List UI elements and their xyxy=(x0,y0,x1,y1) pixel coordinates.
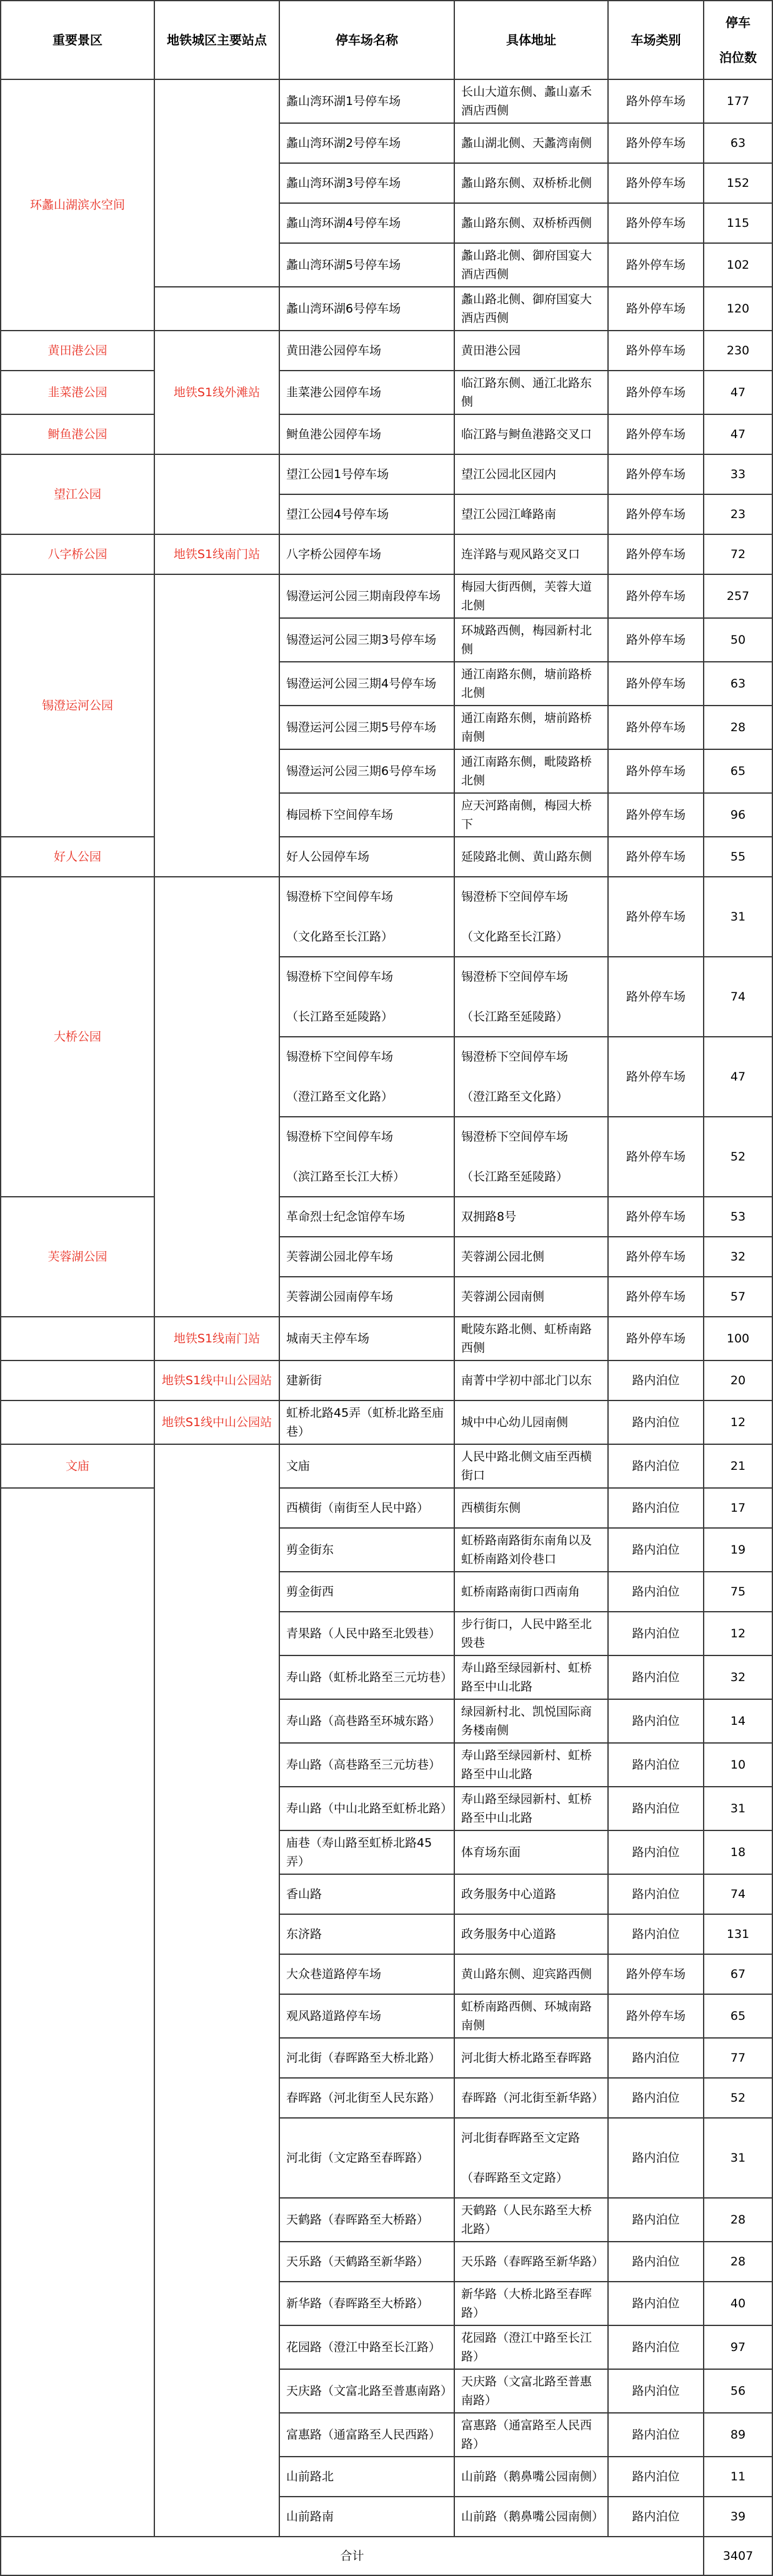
lot-type-cell: 路外停车场 xyxy=(608,1037,704,1117)
lot-name-cell: 城南天主停车场 xyxy=(279,1317,454,1360)
lot-type-cell: 路外停车场 xyxy=(608,1117,704,1197)
address-cell: 双拥路8号 xyxy=(454,1197,608,1237)
address-cell-line1: 锡澄桥下空间停车场 xyxy=(461,1130,569,1144)
lot-name-cell: 文庙 xyxy=(279,1444,454,1488)
space-count-cell: 28 xyxy=(704,2198,772,2242)
address-cell: 长山大道东侧、蠡山嘉禾酒店西侧 xyxy=(454,79,608,123)
scenic-spot-cell: 好人公园 xyxy=(1,837,154,877)
scenic-spot-cell: 文庙 xyxy=(1,1444,154,1488)
space-count-cell: 89 xyxy=(704,2413,772,2457)
scenic-spot-cell: 锡澄运河公园 xyxy=(1,574,154,837)
space-count-cell: 40 xyxy=(704,2282,772,2325)
address-cell: 蠡山湖北侧、天蠡湾南侧 xyxy=(454,123,608,163)
space-count-cell: 12 xyxy=(704,1400,772,1444)
space-count-cell: 28 xyxy=(704,706,772,749)
address-cell: 芙蓉湖公园北侧 xyxy=(454,1237,608,1277)
address-cell: 步行街口，人民中路至北毁巷 xyxy=(454,1612,608,1655)
scenic-spot-cell: 韭菜港公园 xyxy=(1,371,154,414)
address-cell: 蠡山路东侧、双桥桥北侧 xyxy=(454,163,608,203)
address-cell: 应天河路南侧，梅园大桥下 xyxy=(454,793,608,837)
lot-name-cell-line2: （长江路至延陵路） xyxy=(286,1010,394,1024)
space-count-cell: 47 xyxy=(704,1037,772,1117)
space-count-cell: 75 xyxy=(704,1572,772,1612)
space-count-cell: 52 xyxy=(704,1117,772,1197)
lot-name-cell-line1: 锡澄桥下空间停车场 xyxy=(286,970,394,984)
lot-type-cell: 路外停车场 xyxy=(608,331,704,371)
table-row xyxy=(1,454,772,494)
lot-type-cell: 路内泊位 xyxy=(608,2497,704,2537)
lot-name-cell: 蠡山湾环湖2号停车场 xyxy=(279,123,454,163)
table-row xyxy=(1,1197,772,1237)
space-count-cell: 65 xyxy=(704,749,772,793)
lot-name-cell: 山前路北 xyxy=(279,2457,454,2497)
lot-name-cell-line2: （文化路至长江路） xyxy=(286,930,394,944)
space-count-cell: 131 xyxy=(704,1914,772,1954)
space-count-cell: 23 xyxy=(704,494,772,534)
address-cell-line1: 锡澄桥下空间停车场 xyxy=(461,1050,569,1064)
address-cell: 望江公园江峰路南 xyxy=(454,494,608,534)
address-cell-line1: 锡澄桥下空间停车场 xyxy=(461,970,569,984)
metro-station-cell: 地铁S1线外滩站 xyxy=(154,331,279,454)
header-count-line1: 停车 xyxy=(726,15,751,30)
space-count-cell: 47 xyxy=(704,371,772,414)
lot-name-cell: 蠡山湾环湖1号停车场 xyxy=(279,79,454,123)
space-count-cell: 100 xyxy=(704,1317,772,1360)
address-cell: 天庆路（文富北路至普惠南路） xyxy=(454,2369,608,2413)
lot-name-cell: 庙巷（寿山路至虹桥北路45弄） xyxy=(279,1830,454,1874)
metro-station-cell xyxy=(154,454,279,534)
address-cell xyxy=(454,957,608,1037)
header-count xyxy=(704,1,772,79)
lot-type-cell: 路外停车场 xyxy=(608,454,704,494)
lot-name-cell: 好人公园停车场 xyxy=(279,837,454,877)
lot-name-cell: 寿山路（虹桥北路至三元坊巷） xyxy=(279,1655,454,1699)
table-row xyxy=(1,877,772,957)
scenic-spot-cell: 芙蓉湖公园 xyxy=(1,1197,154,1317)
lot-type-cell: 路内泊位 xyxy=(608,2282,704,2325)
lot-type-cell: 路内泊位 xyxy=(608,2118,704,2198)
table-row xyxy=(1,1444,772,1488)
address-cell: 毗陵东路北侧、虹桥南路西侧 xyxy=(454,1317,608,1360)
space-count-cell: 56 xyxy=(704,2369,772,2413)
address-cell-line2: （春晖路至文定路） xyxy=(461,2171,569,2185)
lot-type-cell: 路外停车场 xyxy=(608,1994,704,2038)
lot-name-cell: 芙蓉湖公园南停车场 xyxy=(279,1277,454,1317)
address-cell: 通江南路东侧，塘前路桥北侧 xyxy=(454,662,608,706)
space-count-cell: 39 xyxy=(704,2497,772,2537)
lot-type-cell: 路外停车场 xyxy=(608,203,704,243)
lot-name-cell: 春晖路（河北街至人民东路） xyxy=(279,2078,454,2118)
metro-station-cell xyxy=(154,877,279,1317)
lot-type-cell: 路外停车场 xyxy=(608,163,704,203)
lot-name-cell: 观风路道路停车场 xyxy=(279,1994,454,2038)
space-count-cell: 97 xyxy=(704,2325,772,2369)
lot-type-cell: 路内泊位 xyxy=(608,2242,704,2282)
address-cell: 黄田港公园 xyxy=(454,331,608,371)
lot-name-cell: 锡澄运河公园三期5号停车场 xyxy=(279,706,454,749)
lot-name-cell: 芙蓉湖公园北停车场 xyxy=(279,1237,454,1277)
lot-type-cell: 路内泊位 xyxy=(608,1612,704,1655)
lot-type-cell: 路内泊位 xyxy=(608,2413,704,2457)
space-count-cell: 19 xyxy=(704,1528,772,1572)
address-cell: 新华路（大桥北路至春晖路） xyxy=(454,2282,608,2325)
address-cell xyxy=(454,2118,608,2198)
lot-name-cell: 八字桥公园停车场 xyxy=(279,534,454,574)
lot-name-cell: 梅园桥下空间停车场 xyxy=(279,793,454,837)
total-value: 3407 xyxy=(704,2537,772,2575)
address-cell: 富惠路（通富路至人民西路） xyxy=(454,2413,608,2457)
address-cell: 寿山路至绿园新村、虹桥路至中山北路 xyxy=(454,1655,608,1699)
lot-name-cell: 香山路 xyxy=(279,1874,454,1914)
lot-type-cell: 路内泊位 xyxy=(608,1874,704,1914)
header-name: 停车场名称 xyxy=(279,1,454,79)
scenic-spot-cell: 环蠡山湖滨水空间 xyxy=(1,79,154,331)
lot-type-cell: 路内泊位 xyxy=(608,2078,704,2118)
space-count-cell: 14 xyxy=(704,1699,772,1743)
lot-name-cell xyxy=(279,957,454,1037)
lot-name-cell: 富惠路（通富路至人民西路） xyxy=(279,2413,454,2457)
lot-type-cell: 路外停车场 xyxy=(608,371,704,414)
address-cell-line1: 锡澄桥下空间停车场 xyxy=(461,890,569,904)
address-cell-line2: （澄江路至文化路） xyxy=(461,1090,569,1104)
header-spot: 重要景区 xyxy=(1,1,154,79)
metro-station-cell: 地铁S1线中山公园站 xyxy=(154,1400,279,1444)
lot-name-cell-line2: （滨江路至长江大桥） xyxy=(286,1170,406,1184)
lot-name-cell: 望江公园1号停车场 xyxy=(279,454,454,494)
space-count-cell: 96 xyxy=(704,793,772,837)
lot-type-cell: 路外停车场 xyxy=(608,793,704,837)
address-cell xyxy=(454,877,608,957)
scenic-spot-cell: 望江公园 xyxy=(1,454,154,534)
table-row xyxy=(1,1317,772,1360)
lot-type-cell: 路外停车场 xyxy=(608,123,704,163)
space-count-cell: 20 xyxy=(704,1360,772,1400)
metro-station-cell: 地铁S1线南门站 xyxy=(154,1317,279,1360)
lot-name-cell: 青果路（人民中路至北毁巷） xyxy=(279,1612,454,1655)
lot-type-cell: 路内泊位 xyxy=(608,2369,704,2413)
space-count-cell: 52 xyxy=(704,2078,772,2118)
metro-station-cell xyxy=(154,79,279,287)
address-cell: 虹桥路南路街东南角以及虹桥南路刘伶巷口 xyxy=(454,1528,608,1572)
table-row xyxy=(1,574,772,618)
address-cell: 城中中心幼儿园南侧 xyxy=(454,1400,608,1444)
address-cell xyxy=(454,1037,608,1117)
address-cell: 黄山路东侧、迎宾路西侧 xyxy=(454,1954,608,1994)
table-row xyxy=(1,371,772,414)
table-row xyxy=(1,331,772,371)
lot-type-cell: 路内泊位 xyxy=(608,1655,704,1699)
table-row xyxy=(1,414,772,454)
address-cell: 寿山路至绿园新村、虹桥路至中山北路 xyxy=(454,1743,608,1787)
lot-type-cell: 路内泊位 xyxy=(608,2457,704,2497)
scenic-spot-cell: 黄田港公园 xyxy=(1,331,154,371)
scenic-spot-cell xyxy=(1,1360,154,1400)
address-cell: 花园路（澄江中路至长江路） xyxy=(454,2325,608,2369)
space-count-cell: 10 xyxy=(704,1743,772,1787)
space-count-cell: 31 xyxy=(704,2118,772,2198)
lot-type-cell: 路内泊位 xyxy=(608,1400,704,1444)
lot-type-cell: 路外停车场 xyxy=(608,243,704,287)
lot-type-cell: 路外停车场 xyxy=(608,79,704,123)
address-cell: 绿园新村北、凯悦国际商务楼南侧 xyxy=(454,1699,608,1743)
lot-name-cell-line1: 锡澄桥下空间停车场 xyxy=(286,1050,394,1064)
lot-type-cell: 路内泊位 xyxy=(608,2325,704,2369)
lot-type-cell: 路外停车场 xyxy=(608,574,704,618)
space-count-cell: 65 xyxy=(704,1994,772,2038)
address-cell: 体育场东面 xyxy=(454,1830,608,1874)
metro-station-cell: 地铁S1线南门站 xyxy=(154,534,279,574)
address-cell: 山前路（鹅鼻嘴公园南侧） xyxy=(454,2457,608,2497)
lot-type-cell: 路外停车场 xyxy=(608,494,704,534)
lot-type-cell: 路内泊位 xyxy=(608,1743,704,1787)
space-count-cell: 120 xyxy=(704,287,772,331)
address-cell: 春晖路（河北街至新华路） xyxy=(454,2078,608,2118)
lot-type-cell: 路内泊位 xyxy=(608,1360,704,1400)
lot-name-cell: 剪金街东 xyxy=(279,1528,454,1572)
table-row xyxy=(1,1488,772,1528)
space-count-cell: 12 xyxy=(704,1612,772,1655)
scenic-spot-cell xyxy=(1,1488,154,2537)
address-cell-line1: 河北街春晖路至文定路 xyxy=(461,2131,581,2145)
address-cell-line2: （长江路至延陵路） xyxy=(461,1010,569,1024)
total-row xyxy=(1,2537,772,2575)
address-cell: 政务服务中心道路 xyxy=(454,1914,608,1954)
space-count-cell: 177 xyxy=(704,79,772,123)
lot-name-cell: 虹桥北路45弄（虹桥北路至庙巷） xyxy=(279,1400,454,1444)
address-cell: 天鹤路（人民东路至大桥北路） xyxy=(454,2198,608,2242)
space-count-cell: 152 xyxy=(704,163,772,203)
header-address: 具体地址 xyxy=(454,1,608,79)
lot-name-cell: 锡澄运河公园三期南段停车场 xyxy=(279,574,454,618)
lot-type-cell: 路外停车场 xyxy=(608,1954,704,1994)
space-count-cell: 18 xyxy=(704,1830,772,1874)
space-count-cell: 115 xyxy=(704,203,772,243)
space-count-cell: 53 xyxy=(704,1197,772,1237)
address-cell: 虹桥南路西侧、环城南路南侧 xyxy=(454,1994,608,2038)
lot-name-cell: 韭菜港公园停车场 xyxy=(279,371,454,414)
metro-station-cell: 地铁S1线中山公园站 xyxy=(154,1360,279,1400)
scenic-spot-cell xyxy=(1,1317,154,1360)
metro-station-cell xyxy=(154,287,279,331)
metro-station-cell xyxy=(154,574,279,877)
space-count-cell: 31 xyxy=(704,877,772,957)
table-body xyxy=(1,79,772,2537)
lot-type-cell: 路外停车场 xyxy=(608,837,704,877)
space-count-cell: 47 xyxy=(704,414,772,454)
lot-type-cell: 路内泊位 xyxy=(608,2038,704,2078)
header-row xyxy=(1,1,772,79)
total-label: 合计 xyxy=(1,2537,704,2575)
address-cell-line2: （长江路至延陵路） xyxy=(461,1170,569,1184)
lot-name-cell: 黄田港公园停车场 xyxy=(279,331,454,371)
lot-type-cell: 路内泊位 xyxy=(608,2198,704,2242)
metro-station-cell xyxy=(154,1444,279,2537)
lot-type-cell: 路内泊位 xyxy=(608,1528,704,1572)
lot-type-cell: 路外停车场 xyxy=(608,877,704,957)
address-cell: 河北街大桥北路至春晖路 xyxy=(454,2038,608,2078)
space-count-cell: 77 xyxy=(704,2038,772,2078)
lot-name-cell: 天鹤路（春晖路至大桥路） xyxy=(279,2198,454,2242)
lot-name-cell: 天乐路（天鹤路至新华路） xyxy=(279,2242,454,2282)
lot-type-cell: 路外停车场 xyxy=(608,534,704,574)
lot-name-cell: 山前路南 xyxy=(279,2497,454,2537)
lot-type-cell: 路外停车场 xyxy=(608,287,704,331)
header-metro: 地铁城区主要站点 xyxy=(154,1,279,79)
space-count-cell: 57 xyxy=(704,1277,772,1317)
address-cell: 虹桥南路南街口西南角 xyxy=(454,1572,608,1612)
lot-name-cell: 锡澄运河公园三期4号停车场 xyxy=(279,662,454,706)
lot-name-cell: 新华路（春晖路至大桥路） xyxy=(279,2282,454,2325)
space-count-cell: 17 xyxy=(704,1488,772,1528)
address-cell xyxy=(454,1117,608,1197)
table-row xyxy=(1,837,772,877)
lot-name-cell: 大众巷道路停车场 xyxy=(279,1954,454,1994)
lot-name-cell: 鲥鱼港公园停车场 xyxy=(279,414,454,454)
space-count-cell: 102 xyxy=(704,243,772,287)
space-count-cell: 21 xyxy=(704,1444,772,1488)
address-cell: 连洋路与观风路交叉口 xyxy=(454,534,608,574)
space-count-cell: 67 xyxy=(704,1954,772,1994)
lot-type-cell: 路内泊位 xyxy=(608,1699,704,1743)
lot-name-cell: 锡澄运河公园三期3号停车场 xyxy=(279,618,454,662)
space-count-cell: 74 xyxy=(704,957,772,1037)
lot-name-cell: 锡澄运河公园三期6号停车场 xyxy=(279,749,454,793)
lot-name-cell: 剪金街西 xyxy=(279,1572,454,1612)
scenic-spot-cell: 鲥鱼港公园 xyxy=(1,414,154,454)
lot-type-cell: 路外停车场 xyxy=(608,1277,704,1317)
lot-name-cell: 天庆路（文富北路至普惠南路） xyxy=(279,2369,454,2413)
scenic-spot-cell: 大桥公园 xyxy=(1,877,154,1197)
space-count-cell: 33 xyxy=(704,454,772,494)
lot-name-cell: 革命烈士纪念馆停车场 xyxy=(279,1197,454,1237)
address-cell-line2: （文化路至长江路） xyxy=(461,930,569,944)
lot-name-cell: 蠡山湾环湖5号停车场 xyxy=(279,243,454,287)
lot-name-cell-line2: （澄江路至文化路） xyxy=(286,1090,394,1104)
header-type: 车场类别 xyxy=(608,1,704,79)
space-count-cell: 55 xyxy=(704,837,772,877)
lot-name-cell: 蠡山湾环湖4号停车场 xyxy=(279,203,454,243)
address-cell: 临江路与鲥鱼港路交叉口 xyxy=(454,414,608,454)
space-count-cell: 32 xyxy=(704,1237,772,1277)
lot-name-cell xyxy=(279,1037,454,1117)
lot-name-cell xyxy=(279,877,454,957)
address-cell: 芙蓉湖公园南侧 xyxy=(454,1277,608,1317)
lot-type-cell: 路外停车场 xyxy=(608,957,704,1037)
lot-type-cell: 路外停车场 xyxy=(608,749,704,793)
lot-name-cell: 河北街（春晖路至大桥北路） xyxy=(279,2038,454,2078)
lot-type-cell: 路外停车场 xyxy=(608,618,704,662)
scenic-spot-cell xyxy=(1,1400,154,1444)
lot-name-cell xyxy=(279,1117,454,1197)
lot-type-cell: 路内泊位 xyxy=(608,1830,704,1874)
table-row xyxy=(1,1400,772,1444)
space-count-cell: 28 xyxy=(704,2242,772,2282)
space-count-cell: 257 xyxy=(704,574,772,618)
lot-name-cell: 东济路 xyxy=(279,1914,454,1954)
lot-name-cell: 建新街 xyxy=(279,1360,454,1400)
address-cell: 寿山路至绿园新村、虹桥路至中山北路 xyxy=(454,1787,608,1830)
lot-name-cell: 西横街（南街至人民中路） xyxy=(279,1488,454,1528)
lot-type-cell: 路内泊位 xyxy=(608,1787,704,1830)
space-count-cell: 11 xyxy=(704,2457,772,2497)
address-cell: 延陵路北侧、黄山路东侧 xyxy=(454,837,608,877)
space-count-cell: 230 xyxy=(704,331,772,371)
address-cell: 南菁中学初中部北门以东 xyxy=(454,1360,608,1400)
lot-name-cell: 望江公园4号停车场 xyxy=(279,494,454,534)
lot-name-cell-line1: 锡澄桥下空间停车场 xyxy=(286,890,394,904)
address-cell: 蠡山路北侧、御府国宴大酒店西侧 xyxy=(454,243,608,287)
lot-type-cell: 路外停车场 xyxy=(608,1317,704,1360)
space-count-cell: 72 xyxy=(704,534,772,574)
lot-type-cell: 路内泊位 xyxy=(608,1444,704,1488)
space-count-cell: 32 xyxy=(704,1655,772,1699)
address-cell: 梅园大街西侧，芙蓉大道北侧 xyxy=(454,574,608,618)
address-cell: 望江公园北区园内 xyxy=(454,454,608,494)
lot-name-cell: 花园路（澄江中路至长江路） xyxy=(279,2325,454,2369)
lot-name-cell: 河北街（文定路至春晖路） xyxy=(279,2118,454,2198)
table-row xyxy=(1,79,772,123)
lot-name-cell-line1: 锡澄桥下空间停车场 xyxy=(286,1130,394,1144)
address-cell: 蠡山路北侧、御府国宴大酒店西侧 xyxy=(454,287,608,331)
lot-name-cell: 寿山路（中山北路至虹桥北路） xyxy=(279,1787,454,1830)
space-count-cell: 31 xyxy=(704,1787,772,1830)
header-count-line2: 泊位数 xyxy=(719,50,757,65)
address-cell: 人民中路北侧文庙至西横街口 xyxy=(454,1444,608,1488)
table-row xyxy=(1,534,772,574)
space-count-cell: 74 xyxy=(704,1874,772,1914)
address-cell: 蠡山路东侧、双桥桥西侧 xyxy=(454,203,608,243)
lot-type-cell: 路内泊位 xyxy=(608,1572,704,1612)
lot-type-cell: 路外停车场 xyxy=(608,1237,704,1277)
lot-type-cell: 路内泊位 xyxy=(608,1914,704,1954)
space-count-cell: 63 xyxy=(704,662,772,706)
lot-name-cell: 蠡山湾环湖3号停车场 xyxy=(279,163,454,203)
space-count-cell: 63 xyxy=(704,123,772,163)
address-cell: 通江南路东侧，毗陵路桥北侧 xyxy=(454,749,608,793)
lot-type-cell: 路外停车场 xyxy=(608,1197,704,1237)
lot-type-cell: 路内泊位 xyxy=(608,1488,704,1528)
address-cell: 西横街东侧 xyxy=(454,1488,608,1528)
lot-type-cell: 路外停车场 xyxy=(608,662,704,706)
lot-name-cell: 寿山路（高巷路至三元坊巷） xyxy=(279,1743,454,1787)
address-cell: 临江路东侧、通江北路东侧 xyxy=(454,371,608,414)
table-row xyxy=(1,1360,772,1400)
scenic-spot-cell: 八字桥公园 xyxy=(1,534,154,574)
address-cell: 通江南路东侧，塘前路桥南侧 xyxy=(454,706,608,749)
address-cell: 环城路西侧，梅园新村北侧 xyxy=(454,618,608,662)
address-cell: 天乐路（春晖路至新华路） xyxy=(454,2242,608,2282)
lot-type-cell: 路外停车场 xyxy=(608,706,704,749)
lot-name-cell: 寿山路（高巷路至环城东路） xyxy=(279,1699,454,1743)
space-count-cell: 50 xyxy=(704,618,772,662)
address-cell: 政务服务中心道路 xyxy=(454,1874,608,1914)
lot-type-cell: 路外停车场 xyxy=(608,414,704,454)
address-cell: 山前路（鹅鼻嘴公园南侧） xyxy=(454,2497,608,2537)
lot-name-cell: 蠡山湾环湖6号停车场 xyxy=(279,287,454,331)
